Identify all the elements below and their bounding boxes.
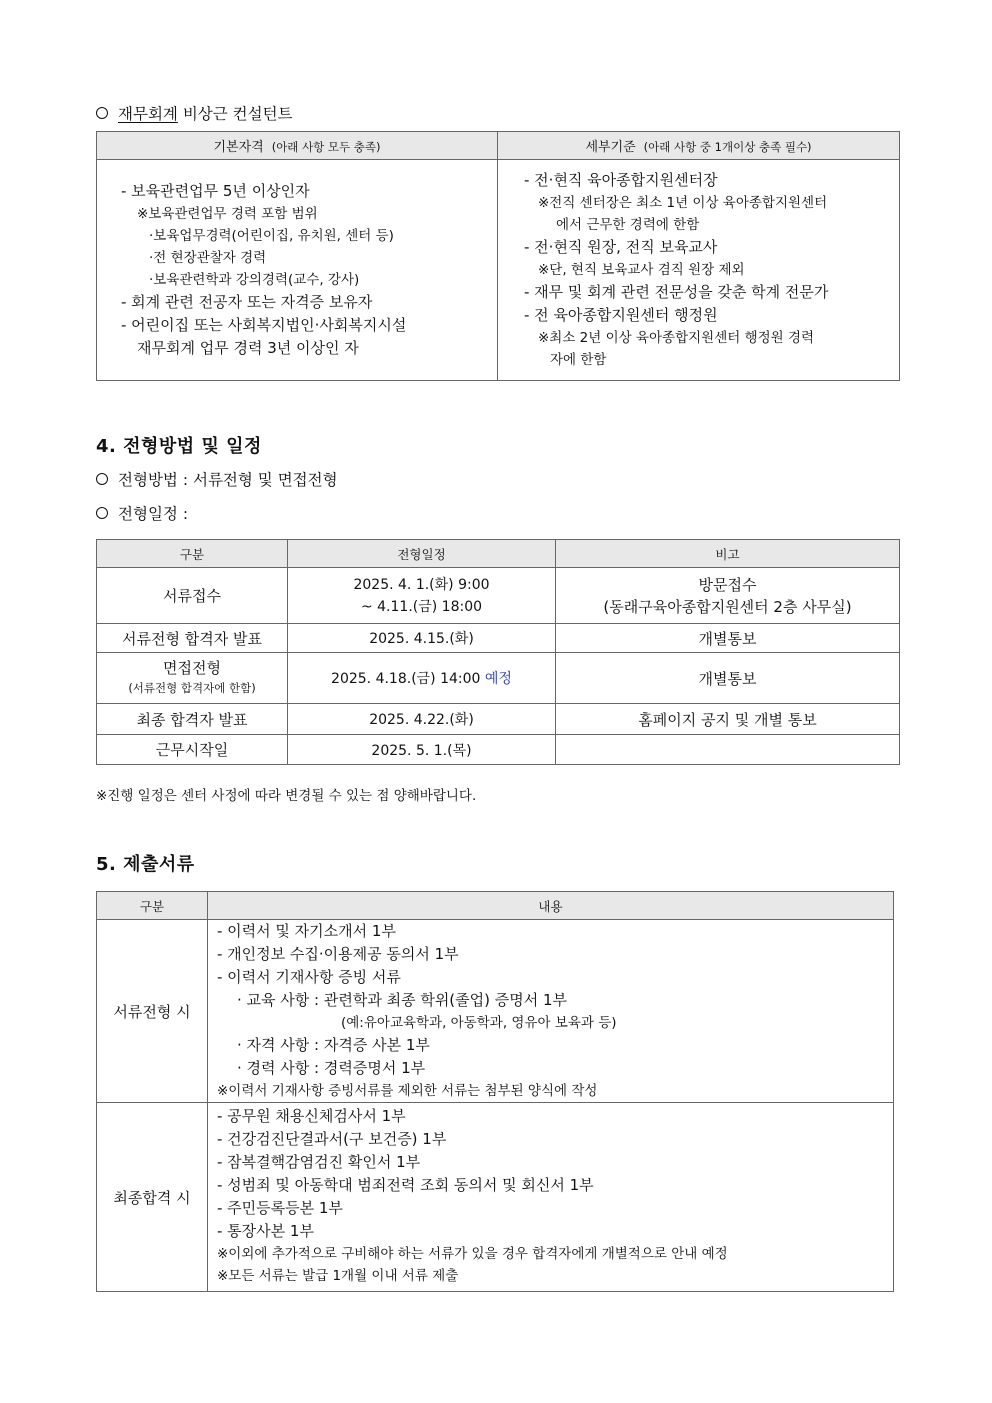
document-line: ※이력서 기재사항 증빙서류를 제외한 서류는 첨부된 양식에 작성: [217, 1083, 598, 1099]
basic-qual-line: 재무회계 업무 경력 3년 이상인 자: [137, 339, 359, 357]
consultant-heading: [96, 102, 293, 124]
schedule-note: 개별통보: [556, 653, 900, 704]
basic-qualifications-cell: [97, 160, 498, 381]
schedule-date: 2025. 5. 1.(목): [288, 735, 556, 765]
detail-criteria-line: 자에 한함: [550, 352, 607, 368]
schedule-table: [96, 539, 900, 765]
detail-criteria-line: ※단, 현직 보육교사 겸직 원장 제외: [538, 262, 745, 278]
document-line: - 이력서 기재사항 증빙 서류: [217, 968, 401, 986]
selection-method-text: 전형방법 : 서류전형 및 면접전형: [118, 471, 338, 489]
detail-criteria-line: - 전·현직 육아종합지원센터장: [524, 171, 718, 189]
detail-criteria-line: - 전 육아종합지원센터 행정원: [524, 306, 718, 324]
document-line: - 이력서 및 자기소개서 1부: [217, 922, 396, 940]
table-row: [97, 624, 900, 653]
section5-title: 5. 제출서류: [96, 854, 195, 875]
schedule-category: 서류접수: [97, 568, 288, 624]
schedule-category: 최종 합격자 발표: [97, 704, 288, 735]
document-line: · 교육 사항 : 관련학과 최종 학위(졸업) 증명서 1부: [237, 991, 568, 1009]
schedule-category: 면접전형 (서류전형 합격자에 한함): [97, 653, 288, 704]
qualification-header-basic: 기본자격 (아래 사항 모두 충족): [97, 132, 498, 160]
circle-bullet-icon: [96, 473, 108, 485]
detail-criteria-line: ※최소 2년 이상 육아종합지원센터 행정원 경력: [538, 330, 815, 346]
schedule-header-note: 비고: [556, 540, 900, 568]
basic-qual-line: ·보육업무경력(어린이집, 유치원, 센터 등): [149, 228, 394, 244]
document-line: - 공무원 채용신체검사서 1부: [217, 1107, 406, 1125]
basic-qual-line: ※보육관련업무 경력 포함 범위: [137, 206, 318, 222]
section4-title: 4. 전형방법 및 일정: [96, 436, 262, 457]
table-row: [97, 1103, 894, 1292]
document-line: - 성범죄 및 아동학대 범죄전력 조회 동의서 및 회신서 1부: [217, 1176, 594, 1194]
detail-criteria-line: - 재무 및 회계 관련 전문성을 갖춘 학계 전문가: [524, 283, 829, 301]
consultant-heading-underlined: 재무회계: [118, 105, 178, 123]
schedule-note: [556, 735, 900, 765]
document-line: - 주민등록등본 1부: [217, 1199, 343, 1217]
schedule-note: 홈페이지 공지 및 개별 통보: [556, 704, 900, 735]
documents-table: [96, 891, 894, 1292]
document-line: - 개인정보 수집·이용제공 동의서 1부: [217, 945, 459, 963]
circle-bullet-icon: [96, 107, 108, 119]
consultant-heading-rest: 비상근 컨설턴트: [177, 105, 293, 123]
detail-criteria-line: - 전·현직 원장, 전직 보육교사: [524, 238, 718, 256]
schedule-date: 2025. 4.22.(화): [288, 704, 556, 735]
final-stage-content: [208, 1103, 894, 1292]
table-row: [97, 920, 894, 1103]
schedule-header-date: 전형일정: [288, 540, 556, 568]
final-stage-label: 최종합격 시: [97, 1103, 208, 1292]
document-line: · 경력 사항 : 경력증명서 1부: [237, 1059, 426, 1077]
basic-qual-line: - 회계 관련 전공자 또는 자격증 보유자: [121, 293, 373, 311]
detail-criteria-line: 에서 근무한 경력에 한함: [556, 217, 700, 233]
documents-stage-content: [208, 920, 894, 1103]
documents-header-content: 내용: [208, 892, 894, 920]
basic-qual-line: ·보육관련학과 강의경력(교수, 강사): [149, 272, 360, 288]
schedule-note: 개별통보: [556, 624, 900, 653]
document-line: · 자격 사항 : 자격증 사본 1부: [237, 1036, 430, 1054]
schedule-date: 2025. 4.18.(금) 14:00 예정: [288, 653, 556, 704]
schedule-category: 서류전형 합격자 발표: [97, 624, 288, 653]
table-row: [97, 735, 900, 765]
circle-bullet-icon: [96, 507, 108, 519]
table-row: [97, 568, 900, 624]
table-row: [97, 704, 900, 735]
schedule-date: 2025. 4. 1.(화) 9:00 ~ 4.11.(금) 18:00: [288, 568, 556, 624]
selection-schedule-text: 전형일정 :: [118, 505, 189, 523]
qualification-header-detail: 세부기준 (아래 사항 중 1개이상 충족 필수): [498, 132, 900, 160]
basic-qual-line: ·전 현장관찰자 경력: [149, 250, 267, 266]
schedule-note: 방문접수 (동래구육아종합지원센터 2층 사무실): [556, 568, 900, 624]
document-line: ※모든 서류는 발급 1개월 이내 서류 제출: [217, 1268, 459, 1284]
schedule-category: 근무시작일: [97, 735, 288, 765]
basic-qual-line: - 어린이집 또는 사회복지법인·사회복지시설: [121, 316, 407, 334]
documents-stage-label: 서류전형 시: [97, 920, 208, 1103]
basic-qual-line: - 보육관련업무 5년 이상인자: [121, 182, 310, 200]
document-line: ※이외에 추가적으로 구비해야 하는 서류가 있을 경우 합격자에게 개별적으로 안내 예정: [217, 1246, 728, 1262]
qualification-table: [96, 131, 900, 381]
table-row: [97, 653, 900, 704]
document-line: - 통장사본 1부: [217, 1222, 314, 1240]
document-line: - 잠복결핵감염검진 확인서 1부: [217, 1153, 421, 1171]
detail-criteria-line: ※전직 센터장은 최소 1년 이상 육아종합지원센터: [538, 195, 828, 211]
document-line: - 건강검진단결과서(구 보건증) 1부: [217, 1130, 447, 1148]
schedule-footnote: ※진행 일정은 센터 사정에 따라 변경될 수 있는 점 양해바랍니다.: [96, 788, 477, 804]
schedule-header-category: 구분: [97, 540, 288, 568]
documents-header-category: 구분: [97, 892, 208, 920]
selection-method: [96, 468, 338, 490]
detail-criteria-cell: [498, 160, 900, 381]
schedule-date: 2025. 4.15.(화): [288, 624, 556, 653]
document-line: (예:유아교육학과, 아동학과, 영유아 보육과 등): [341, 1015, 617, 1031]
selection-schedule-label: [96, 502, 188, 524]
